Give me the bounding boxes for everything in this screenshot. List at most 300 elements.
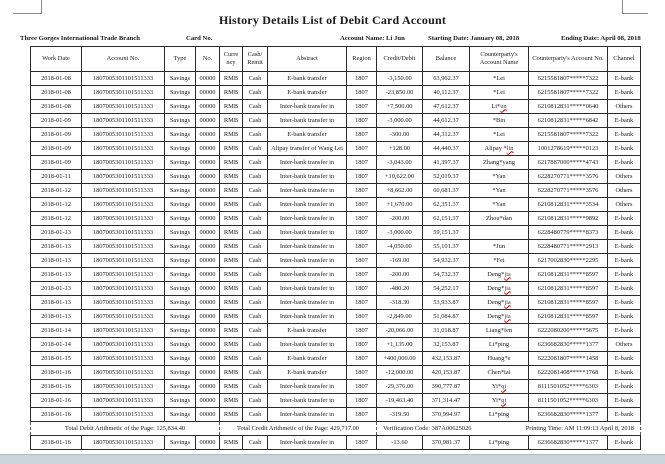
cell-currency: RMB bbox=[220, 394, 243, 408]
cell-cash-remit: Cash bbox=[243, 366, 268, 380]
cell-counterparty-name bbox=[470, 142, 529, 156]
cell-balance: 40,112.37 bbox=[423, 86, 470, 100]
counterparty-name-text: *Yan bbox=[492, 186, 506, 194]
cell-channel: E-bank bbox=[608, 212, 641, 226]
cell-abstract: Inter-bank transfer in bbox=[268, 198, 347, 212]
table-body bbox=[31, 72, 641, 450]
table-row bbox=[31, 156, 641, 170]
cell-counterparty-name bbox=[470, 198, 529, 212]
cell-counterparty-no: 1001278619*****0123 bbox=[529, 142, 608, 156]
cell-counterparty-no: 6228480779*****8373 bbox=[529, 226, 608, 240]
cell-counterparty-name bbox=[470, 240, 529, 254]
cell-credit-debit: -12,000.00 bbox=[377, 366, 423, 380]
table-row bbox=[31, 296, 641, 310]
table-row bbox=[31, 366, 641, 380]
cell-channel: E-bank bbox=[608, 324, 641, 338]
cell-channel: E-bank bbox=[608, 86, 641, 100]
counterparty-name-text: Li*ping bbox=[488, 340, 510, 348]
red-squiggle-mark: jia bbox=[504, 284, 511, 292]
total-credit: Total Credit Arithmetic of the Page: 429,717.00 bbox=[220, 422, 377, 436]
cell-credit-debit: -2,849.00 bbox=[377, 310, 423, 324]
cell-counterparty-no: 6210812831*****6842 bbox=[529, 114, 608, 128]
history-details-table bbox=[30, 46, 641, 450]
cell-account-no: 1807005301101511333 bbox=[82, 352, 165, 366]
cell-work-date: 2018-01-14 bbox=[31, 324, 82, 338]
cell-counterparty-name bbox=[470, 310, 529, 324]
cell-channel: E-bank bbox=[608, 408, 641, 422]
cell-no: 00000 bbox=[196, 72, 220, 86]
col-header-channel: Channel bbox=[608, 47, 641, 72]
cell-credit-debit: -3,150.00 bbox=[377, 72, 423, 86]
cell-type: Savings bbox=[165, 366, 196, 380]
cell-region: 1807 bbox=[347, 226, 377, 240]
cell-credit-debit: -300.00 bbox=[377, 128, 423, 142]
cell-cash-remit: Cash bbox=[243, 114, 268, 128]
cell-counterparty-name bbox=[470, 170, 529, 184]
cell-credit-debit: -3,000.00 bbox=[377, 114, 423, 128]
cell-account-no: 1807005301101511333 bbox=[82, 212, 165, 226]
cell-channel: E-bank bbox=[608, 352, 641, 366]
cell-currency: RMB bbox=[220, 226, 243, 240]
cell-balance: 31,018.87 bbox=[423, 324, 470, 338]
cell-counterparty-name bbox=[470, 128, 529, 142]
counterparty-name-text: *Lei bbox=[493, 88, 505, 96]
col-header-work-date: Work Date bbox=[31, 47, 82, 72]
cell-cash-remit: Cash bbox=[243, 184, 268, 198]
cell-region: 1807 bbox=[347, 394, 377, 408]
cell-channel: E-bank bbox=[608, 268, 641, 282]
counterparty-name-text: Chen*tai bbox=[487, 368, 511, 376]
cell-region: 1807 bbox=[347, 184, 377, 198]
counterparty-name-text: Deng* bbox=[487, 312, 505, 320]
col-header-counterparty-name: Counterparty's Account Name bbox=[470, 47, 529, 72]
counterparty-name-text: *Lei bbox=[493, 74, 505, 82]
cell-work-date: 2018-01-09 bbox=[31, 128, 82, 142]
cell-type: Savings bbox=[165, 170, 196, 184]
cell-work-date: 2018-01-13 bbox=[31, 226, 82, 240]
cell-work-date: 2018-01-11 bbox=[31, 170, 82, 184]
cell-abstract: Inter-bank transfer in bbox=[268, 408, 347, 422]
cell-type: Savings bbox=[165, 198, 196, 212]
cell-no: 00000 bbox=[196, 212, 220, 226]
col-header-currency: Curre ncy bbox=[220, 47, 243, 72]
cell-no: 00000 bbox=[196, 408, 220, 422]
cell-region: 1807 bbox=[347, 142, 377, 156]
cell-no: 00000 bbox=[196, 394, 220, 408]
cell-channel: E-bank bbox=[608, 156, 641, 170]
cell-cash-remit: Cash bbox=[243, 142, 268, 156]
cell-channel: Others bbox=[608, 170, 641, 184]
cell-credit-debit: -13.60 bbox=[377, 436, 423, 450]
account-name: Account Name: Li Jun bbox=[340, 35, 405, 42]
cell-balance: 44,612.37 bbox=[423, 114, 470, 128]
cell-account-no: 1807005301101511333 bbox=[82, 170, 165, 184]
cell-channel: E-bank bbox=[608, 114, 641, 128]
counterparty-name-text: Liang*fen bbox=[485, 326, 513, 334]
cell-channel: E-bank bbox=[608, 142, 641, 156]
cell-credit-debit: -29,376.00 bbox=[377, 380, 423, 394]
cell-cash-remit: Cash bbox=[243, 394, 268, 408]
cell-abstract: Inter-bank transfer in bbox=[268, 282, 347, 296]
cell-balance: 54,932.37 bbox=[423, 254, 470, 268]
cell-balance: 47,612.37 bbox=[423, 100, 470, 114]
col-header-balance: Balance bbox=[423, 47, 470, 72]
cell-region: 1807 bbox=[347, 240, 377, 254]
red-squiggle-mark: qi bbox=[501, 382, 507, 390]
cell-currency: RMB bbox=[220, 198, 243, 212]
cell-abstract: E-bank transfer bbox=[268, 366, 347, 380]
cell-no: 00000 bbox=[196, 436, 220, 450]
cell-cash-remit: Cash bbox=[243, 86, 268, 100]
cell-counterparty-no: 6215581807*****7322 bbox=[529, 128, 608, 142]
cell-currency: RMB bbox=[220, 324, 243, 338]
cell-no: 00000 bbox=[196, 226, 220, 240]
cell-no: 00000 bbox=[196, 142, 220, 156]
cell-currency: RMB bbox=[220, 240, 243, 254]
cell-type: Savings bbox=[165, 338, 196, 352]
table-row bbox=[31, 282, 641, 296]
table-row bbox=[31, 436, 641, 450]
table-row bbox=[31, 142, 641, 156]
cell-no: 00000 bbox=[196, 324, 220, 338]
cell-counterparty-name bbox=[470, 366, 529, 380]
cell-channel: E-bank bbox=[608, 226, 641, 240]
cell-credit-debit: -19,463.40 bbox=[377, 394, 423, 408]
cell-cash-remit: Cash bbox=[243, 268, 268, 282]
cell-counterparty-name bbox=[470, 296, 529, 310]
cell-channel: E-bank bbox=[608, 436, 641, 450]
cell-account-no: 1807005301101511333 bbox=[82, 142, 165, 156]
cell-balance: 420,153.87 bbox=[423, 366, 470, 380]
cell-channel: E-bank bbox=[608, 394, 641, 408]
table-row bbox=[31, 212, 641, 226]
cell-type: Savings bbox=[165, 212, 196, 226]
table-row bbox=[31, 352, 641, 366]
counterparty-name-text: Li*ping bbox=[488, 410, 510, 418]
cell-account-no: 1807005301101511333 bbox=[82, 184, 165, 198]
cell-balance: 53,933.87 bbox=[423, 296, 470, 310]
cell-counterparty-no: 6236682830*****1377 bbox=[529, 408, 608, 422]
cell-counterparty-no: 6210812831*****0640 bbox=[529, 100, 608, 114]
cell-counterparty-no: 6210812831*****8597 bbox=[529, 282, 608, 296]
cell-counterparty-name bbox=[470, 268, 529, 282]
red-squiggle-mark: jia bbox=[504, 298, 511, 306]
cell-currency: RMB bbox=[220, 156, 243, 170]
cell-cash-remit: Cash bbox=[243, 128, 268, 142]
cell-account-no: 1807005301101511333 bbox=[82, 380, 165, 394]
cell-account-no: 1807005301101511333 bbox=[82, 408, 165, 422]
cell-type: Savings bbox=[165, 296, 196, 310]
col-header-abstract: Abstract bbox=[268, 47, 347, 72]
cell-account-no: 1807005301101511333 bbox=[82, 282, 165, 296]
cell-region: 1807 bbox=[347, 100, 377, 114]
table-row bbox=[31, 240, 641, 254]
cell-cash-remit: Cash bbox=[243, 170, 268, 184]
cell-credit-debit: -480.20 bbox=[377, 282, 423, 296]
cell-balance: 44,312.37 bbox=[423, 128, 470, 142]
cell-work-date: 2018-01-13 bbox=[31, 254, 82, 268]
cell-balance: 54,732.37 bbox=[423, 268, 470, 282]
cell-type: Savings bbox=[165, 128, 196, 142]
cell-currency: RMB bbox=[220, 72, 243, 86]
counterparty-name-text: *Bin bbox=[492, 116, 506, 124]
table-row bbox=[31, 310, 641, 324]
cell-work-date: 2018-01-13 bbox=[31, 310, 82, 324]
cell-counterparty-no: 8111501052*****6303 bbox=[529, 394, 608, 408]
counterparty-name-text: *Yan bbox=[492, 172, 506, 180]
table-row bbox=[31, 394, 641, 408]
cell-work-date: 2018-01-08 bbox=[31, 100, 82, 114]
cell-type: Savings bbox=[165, 380, 196, 394]
cell-counterparty-no: 6210812831*****8597 bbox=[529, 268, 608, 282]
cell-region: 1807 bbox=[347, 72, 377, 86]
cell-no: 00000 bbox=[196, 100, 220, 114]
cell-cash-remit: Cash bbox=[243, 226, 268, 240]
cell-no: 00000 bbox=[196, 128, 220, 142]
cell-channel: Others bbox=[608, 184, 641, 198]
cell-currency: RMB bbox=[220, 142, 243, 156]
col-header-counterparty-no: Counterparty's Account No. bbox=[529, 47, 608, 72]
cell-region: 1807 bbox=[347, 338, 377, 352]
cell-credit-debit: -319.50 bbox=[377, 408, 423, 422]
cell-credit-debit: -3,000.00 bbox=[377, 226, 423, 240]
cell-work-date: 2018-01-16 bbox=[31, 366, 82, 380]
table-row bbox=[31, 100, 641, 114]
cell-cash-remit: Cash bbox=[243, 408, 268, 422]
cell-region: 1807 bbox=[347, 310, 377, 324]
page-corner-mark-right bbox=[622, 0, 648, 14]
cell-no: 00000 bbox=[196, 268, 220, 282]
cell-counterparty-no: 6228480771*****2913 bbox=[529, 240, 608, 254]
cell-currency: RMB bbox=[220, 114, 243, 128]
cell-cash-remit: Cash bbox=[243, 254, 268, 268]
cell-abstract: E-bank transfer bbox=[268, 128, 347, 142]
cell-region: 1807 bbox=[347, 380, 377, 394]
cell-counterparty-no: 6210812831*****3534 bbox=[529, 198, 608, 212]
cell-abstract: Inter-bank transfer in bbox=[268, 156, 347, 170]
cell-abstract: Inter-bank transfer in bbox=[268, 338, 347, 352]
cell-channel: E-bank bbox=[608, 380, 641, 394]
cell-work-date: 2018-01-13 bbox=[31, 282, 82, 296]
cell-no: 00000 bbox=[196, 282, 220, 296]
cell-counterparty-no: 6222080200*****5675 bbox=[529, 324, 608, 338]
cell-region: 1807 bbox=[347, 408, 377, 422]
cell-type: Savings bbox=[165, 240, 196, 254]
cell-counterparty-no: 6215581807*****7322 bbox=[529, 72, 608, 86]
table-row bbox=[31, 380, 641, 394]
cell-counterparty-no: 6236682830*****1377 bbox=[529, 436, 608, 450]
cell-no: 00000 bbox=[196, 380, 220, 394]
cell-account-no: 1807005301101511333 bbox=[82, 198, 165, 212]
cell-work-date: 2018-01-16 bbox=[31, 394, 82, 408]
cell-region: 1807 bbox=[347, 254, 377, 268]
cell-region: 1807 bbox=[347, 212, 377, 226]
counterparty-name-text: Li* bbox=[491, 102, 501, 110]
cell-channel: E-bank bbox=[608, 310, 641, 324]
cell-credit-debit: -169.00 bbox=[377, 254, 423, 268]
cell-abstract: Inter-bank transfer in bbox=[268, 226, 347, 240]
cell-counterparty-no: 6228270771*****3576 bbox=[529, 184, 608, 198]
cell-work-date: 2018-01-16 bbox=[31, 380, 82, 394]
page-bottom-edge bbox=[0, 454, 665, 464]
cell-type: Savings bbox=[165, 282, 196, 296]
counterparty-name-text: Deng* bbox=[487, 284, 505, 292]
card-no-label: Card No. bbox=[186, 35, 213, 42]
cell-balance: 62,151.37 bbox=[423, 212, 470, 226]
cell-type: Savings bbox=[165, 100, 196, 114]
cell-abstract: Inter-bank transfer in bbox=[268, 184, 347, 198]
cell-balance: 62,351.37 bbox=[423, 198, 470, 212]
cell-no: 00000 bbox=[196, 310, 220, 324]
cell-abstract: Inter-bank transfer in bbox=[268, 114, 347, 128]
table-row bbox=[31, 72, 641, 86]
cell-counterparty-no: 6236682830*****1377 bbox=[529, 338, 608, 352]
cell-abstract: E-bank transfer bbox=[268, 352, 347, 366]
cell-currency: RMB bbox=[220, 296, 243, 310]
cell-region: 1807 bbox=[347, 296, 377, 310]
cell-counterparty-name bbox=[470, 394, 529, 408]
counterparty-name-text: Yi* bbox=[491, 382, 502, 390]
cell-region: 1807 bbox=[347, 282, 377, 296]
cell-type: Savings bbox=[165, 72, 196, 86]
cell-balance: 371,314.47 bbox=[423, 394, 470, 408]
verification-code: Verification Code: 387A00625026 bbox=[383, 424, 472, 432]
counterparty-name-text: Deng* bbox=[487, 270, 505, 278]
cell-currency: RMB bbox=[220, 184, 243, 198]
cell-type: Savings bbox=[165, 156, 196, 170]
cell-account-no: 1807005301101511333 bbox=[82, 72, 165, 86]
cell-account-no: 1807005301101511333 bbox=[82, 268, 165, 282]
cell-counterparty-name bbox=[470, 156, 529, 170]
cell-counterparty-name bbox=[470, 212, 529, 226]
cell-account-no: 1807005301101511333 bbox=[82, 86, 165, 100]
cell-abstract: Inter-bank transfer in bbox=[268, 268, 347, 282]
cell-counterparty-no: 6210812831*****8597 bbox=[529, 296, 608, 310]
table-row bbox=[31, 324, 641, 338]
cell-counterparty-no: 6210812831*****9892 bbox=[529, 212, 608, 226]
table-row bbox=[31, 114, 641, 128]
cell-work-date: 2018-01-15 bbox=[31, 352, 82, 366]
cell-no: 00000 bbox=[196, 156, 220, 170]
total-debit: Total Debit Arithmetic of the Page: 125,834.40 bbox=[31, 422, 220, 436]
counterparty-name-text: Li*ping bbox=[488, 438, 510, 446]
cell-credit-debit: +400,000.00 bbox=[377, 352, 423, 366]
branch-name: Three Gorges International Trade Branch bbox=[20, 35, 140, 42]
cell-currency: RMB bbox=[220, 408, 243, 422]
verification-printing-cell bbox=[377, 422, 641, 436]
cell-currency: RMB bbox=[220, 352, 243, 366]
cell-no: 00000 bbox=[196, 352, 220, 366]
cell-cash-remit: Cash bbox=[243, 198, 268, 212]
cell-abstract: Inter-bank transfer in bbox=[268, 380, 347, 394]
cell-credit-debit: +1,135.00 bbox=[377, 338, 423, 352]
counterparty-name-text: Alipay * bbox=[484, 144, 507, 152]
cell-account-no: 1807005301101511333 bbox=[82, 366, 165, 380]
cell-account-no: 1807005301101511333 bbox=[82, 296, 165, 310]
cell-account-no: 1807005301101511333 bbox=[82, 128, 165, 142]
cell-balance: 370,994.97 bbox=[423, 408, 470, 422]
cell-no: 00000 bbox=[196, 184, 220, 198]
cell-account-no: 1807005301101511333 bbox=[82, 394, 165, 408]
counterparty-name-text: *Fei bbox=[493, 256, 505, 264]
cell-no: 00000 bbox=[196, 240, 220, 254]
table-row bbox=[31, 268, 641, 282]
cell-account-no: 1807005301101511333 bbox=[82, 436, 165, 450]
page-totals-row bbox=[31, 422, 641, 436]
cell-abstract: Inter-bank transfer in bbox=[268, 436, 347, 450]
cell-type: Savings bbox=[165, 324, 196, 338]
cell-work-date: 2018-01-08 bbox=[31, 86, 82, 100]
red-squiggle-mark: jia bbox=[504, 270, 511, 278]
cell-abstract: Inter-bank transfer in bbox=[268, 254, 347, 268]
cell-counterparty-name bbox=[470, 352, 529, 366]
cell-currency: RMB bbox=[220, 436, 243, 450]
counterparty-name-text: Huang*e bbox=[487, 354, 511, 362]
table-row bbox=[31, 86, 641, 100]
cell-region: 1807 bbox=[347, 170, 377, 184]
table-row bbox=[31, 338, 641, 352]
cell-work-date: 2018-01-13 bbox=[31, 268, 82, 282]
cell-counterparty-name bbox=[470, 86, 529, 100]
cell-no: 00000 bbox=[196, 296, 220, 310]
cell-type: Savings bbox=[165, 114, 196, 128]
cell-abstract: Inter-bank transfer in bbox=[268, 296, 347, 310]
cell-work-date: 2018-01-12 bbox=[31, 212, 82, 226]
cell-region: 1807 bbox=[347, 436, 377, 450]
cell-balance: 41,397.37 bbox=[423, 156, 470, 170]
cell-no: 00000 bbox=[196, 338, 220, 352]
cell-account-no: 1807005301101511333 bbox=[82, 156, 165, 170]
cell-counterparty-no: 6222081408*****1768 bbox=[529, 366, 608, 380]
cell-counterparty-name bbox=[470, 380, 529, 394]
cell-cash-remit: Cash bbox=[243, 212, 268, 226]
cell-balance: 370,981.37 bbox=[423, 436, 470, 450]
col-header-no: No. bbox=[196, 47, 220, 72]
col-header-type: Type bbox=[165, 47, 196, 72]
cell-channel: E-bank bbox=[608, 72, 641, 86]
cell-credit-debit: +7,500.00 bbox=[377, 100, 423, 114]
col-header-credit-debit: Credit/Debit bbox=[377, 47, 423, 72]
cell-no: 00000 bbox=[196, 254, 220, 268]
cell-abstract: Inter-bank transfer in bbox=[268, 212, 347, 226]
counterparty-name-text: Yi* bbox=[491, 396, 502, 404]
col-header-region: Region bbox=[347, 47, 377, 72]
cell-channel: E-bank bbox=[608, 282, 641, 296]
cell-work-date: 2018-01-09 bbox=[31, 114, 82, 128]
cell-work-date: 2018-01-13 bbox=[31, 240, 82, 254]
cell-type: Savings bbox=[165, 352, 196, 366]
cell-type: Savings bbox=[165, 436, 196, 450]
cell-credit-debit: -200.00 bbox=[377, 212, 423, 226]
cell-counterparty-no: 6222081807*****1458 bbox=[529, 352, 608, 366]
cell-counterparty-name bbox=[470, 324, 529, 338]
cell-credit-debit: -4,050.00 bbox=[377, 240, 423, 254]
cell-abstract: Inter-bank transfer in bbox=[268, 310, 347, 324]
cell-balance: 63,962.37 bbox=[423, 72, 470, 86]
red-squiggle-mark: lin bbox=[506, 144, 514, 152]
cell-balance: 390,777.87 bbox=[423, 380, 470, 394]
table-row bbox=[31, 128, 641, 142]
cell-counterparty-name bbox=[470, 184, 529, 198]
cell-currency: RMB bbox=[220, 380, 243, 394]
cell-channel: Others bbox=[608, 198, 641, 212]
cell-work-date: 2018-01-09 bbox=[31, 142, 82, 156]
cell-account-no: 1807005301101511333 bbox=[82, 226, 165, 240]
cell-cash-remit: Cash bbox=[243, 156, 268, 170]
cell-credit-debit: +1,670.00 bbox=[377, 198, 423, 212]
cell-counterparty-no: 6217002830*****2295 bbox=[529, 254, 608, 268]
red-squiggle-mark: qi bbox=[501, 396, 507, 404]
